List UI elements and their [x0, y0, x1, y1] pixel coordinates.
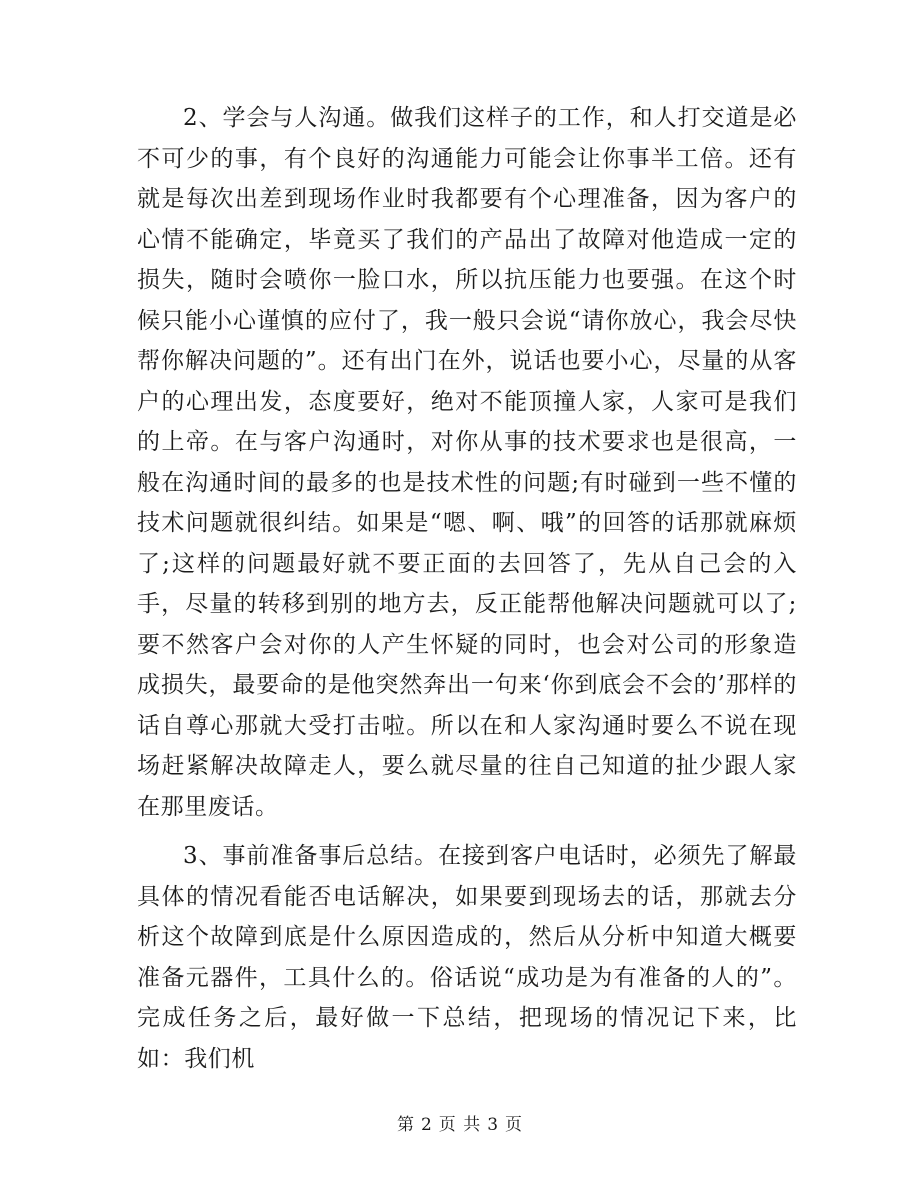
footer-suffix: 页	[505, 1115, 524, 1135]
footer-middle: 页 共	[438, 1115, 482, 1135]
paragraph-communication: 2、学会与人沟通。做我们这样子的工作，和人打交道是必不可少的事，有个良好的沟通能力可能会让你事半工倍。还有就是每次出差到现场作业时我都要有个心理准备，因为客户的心情不能确定，毕竟买了我们的产品出了故障对他造成一定的损失，随时会喷你一脸口水，所以抗压能力也要强。在这个时候只能小心谨慎的应付了，我一般只会说“请你放心，我会尽快帮你解决问题的”。还有出门在外，说话也要小心，尽量的从客户的心理出发，态度要好，绝对不能顶撞人家，人家可是我们的上帝。在与客户沟通时，对你从事的技术要求也是很高，一般在沟通时间的最多的也是技术性的问题;有时碰到一些不懂的技术问题就很纠结。如果是“嗯、啊、哦”的回答的话那就麻烦了;这样的问题最好就不要正面的去回答了，先从自己会的入手，尽量的转移到别的地方去，反正能帮他解决问题就可以了;要不然客户会对你的人产生怀疑的同时，也会对公司的形象造成损失，最要命的是他突然奔出一句来‘你到底会不会的’那样的话自尊心那就大受打击啦。所以在和人家沟通时要么不说在现场赶紧解决故障走人，要么就尽量的往自己知道的扯少跟人家在那里废话。	[137, 105, 797, 820]
footer-prefix: 第	[396, 1115, 415, 1135]
paragraph-preparation: 3、事前准备事后总结。在接到客户电话时，必须先了解最具体的情况看能否电话解决，如果要到现场去的话，那就去分析这个故障到底是什么原因造成的，然后从分析中知道大概要准备元器件，工具什么的。俗话说“成功是为有准备的人的”。完成任务之后，最好做一下总结，把现场的情况记下来，比如：我们机	[137, 843, 797, 1072]
page-footer	[0, 1110, 920, 1135]
footer-total-pages: 3	[487, 1115, 500, 1135]
footer-current-page: 2	[420, 1115, 433, 1135]
document-body	[137, 98, 797, 1088]
